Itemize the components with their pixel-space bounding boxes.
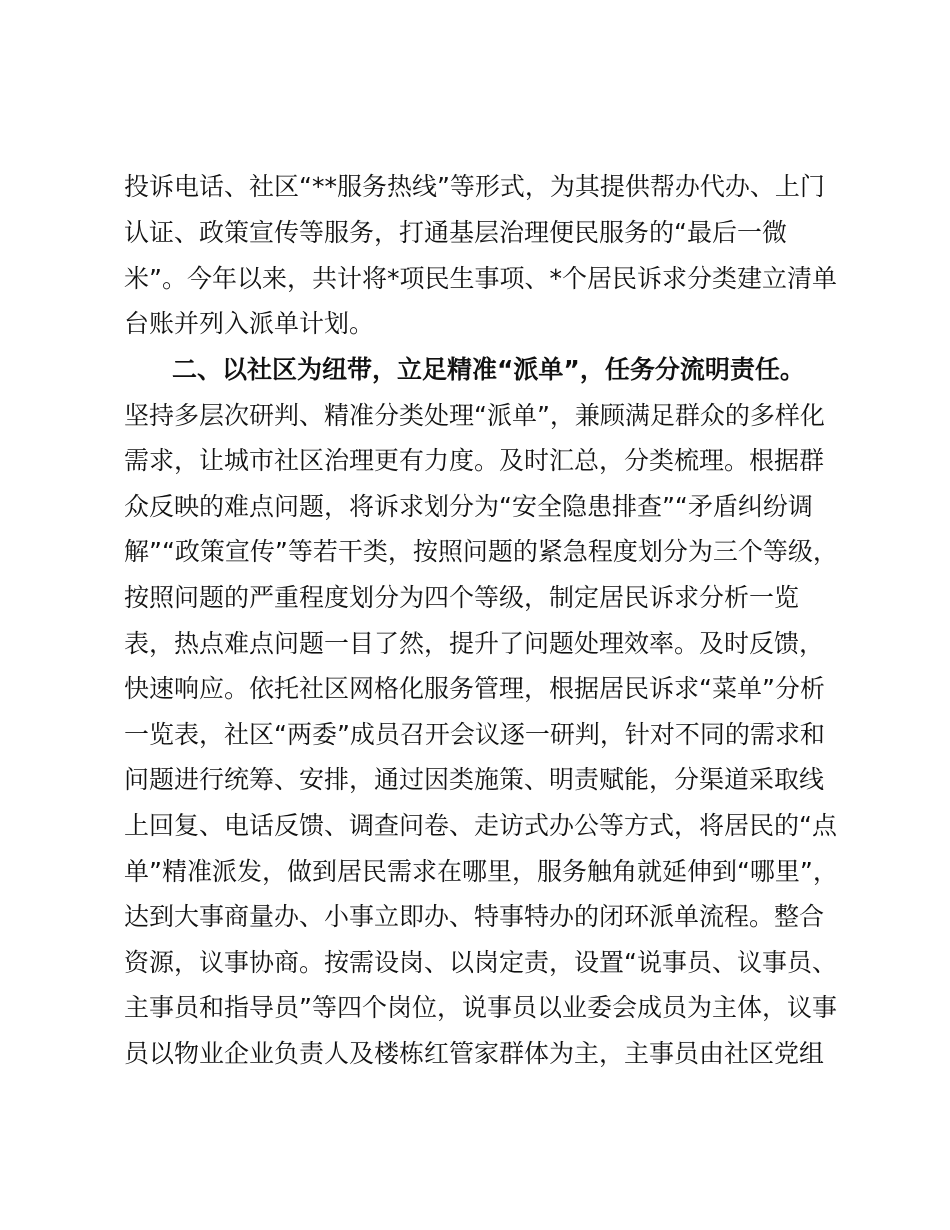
text-line-19: 主事员和指导员”等四个岗位，说事员以业委会成员为主体，议事: [124, 993, 837, 1022]
text-line-11: 表，热点难点问题一目了然，提升了问题处理效率。及时反馈，: [124, 629, 825, 658]
text-line-6: 坚持多层次研判、精准分类处理“派单”，兼顾满足群众的多样化: [124, 401, 825, 430]
text-line-8: 众反映的难点问题，将诉求划分为“安全隐患排查”“矛盾纠纷调: [124, 492, 813, 521]
text-line-20: 员以物业企业负责人及楼栋红管家群体为主，主事员由社区党组: [124, 1039, 825, 1068]
text-line-14: 问题进行统筹、安排，通过因类施策、明责赋能，分渠道采取线: [124, 765, 825, 794]
text-line-1: 投诉电话、社区“**服务热线”等形式，为其提供帮办代办、上门: [124, 172, 825, 201]
text-line-4: 台账并列入派单计划。: [124, 309, 375, 338]
text-line-15: 上回复、电话反馈、调查问卷、走访式办公等方式，将居民的“点: [124, 811, 837, 840]
section-heading: 二、以社区为纽带，立足精准“派单”，任务分流明责任。: [172, 355, 805, 384]
text-line-13: 一览表，社区“两委”成员召开会议逐一研判，针对不同的需求和: [124, 720, 825, 749]
text-line-17: 达到大事商量办、小事立即办、特事特办的闭环派单流程。整合: [124, 902, 825, 931]
text-line-7: 需求，让城市社区治理更有力度。及时汇总，分类梳理。根据群: [124, 446, 825, 475]
text-line-16: 单”精准派发，做到居民需求在哪里，服务触角就延伸到“哪里”，: [124, 857, 838, 886]
text-line-2: 认证、政策宣传等服务，打通基层治理便民服务的“最后一微: [124, 218, 787, 247]
text-line-3: 米”。今年以来，共计将*项民生事项、*个居民诉求分类建立清单: [124, 264, 837, 293]
text-line-18: 资源，议事协商。按需设岗、以岗定责，设置“说事员、议事员、: [124, 948, 837, 977]
text-line-12: 快速响应。依托社区网格化服务管理，根据居民诉求“菜单”分析: [124, 674, 825, 703]
text-line-9: 解”“政策宣传”等若干类，按照问题的紧急程度划分为三个等级，: [124, 537, 838, 566]
text-line-10: 按照问题的严重程度划分为四个等级，制定居民诉求分析一览: [124, 583, 800, 612]
